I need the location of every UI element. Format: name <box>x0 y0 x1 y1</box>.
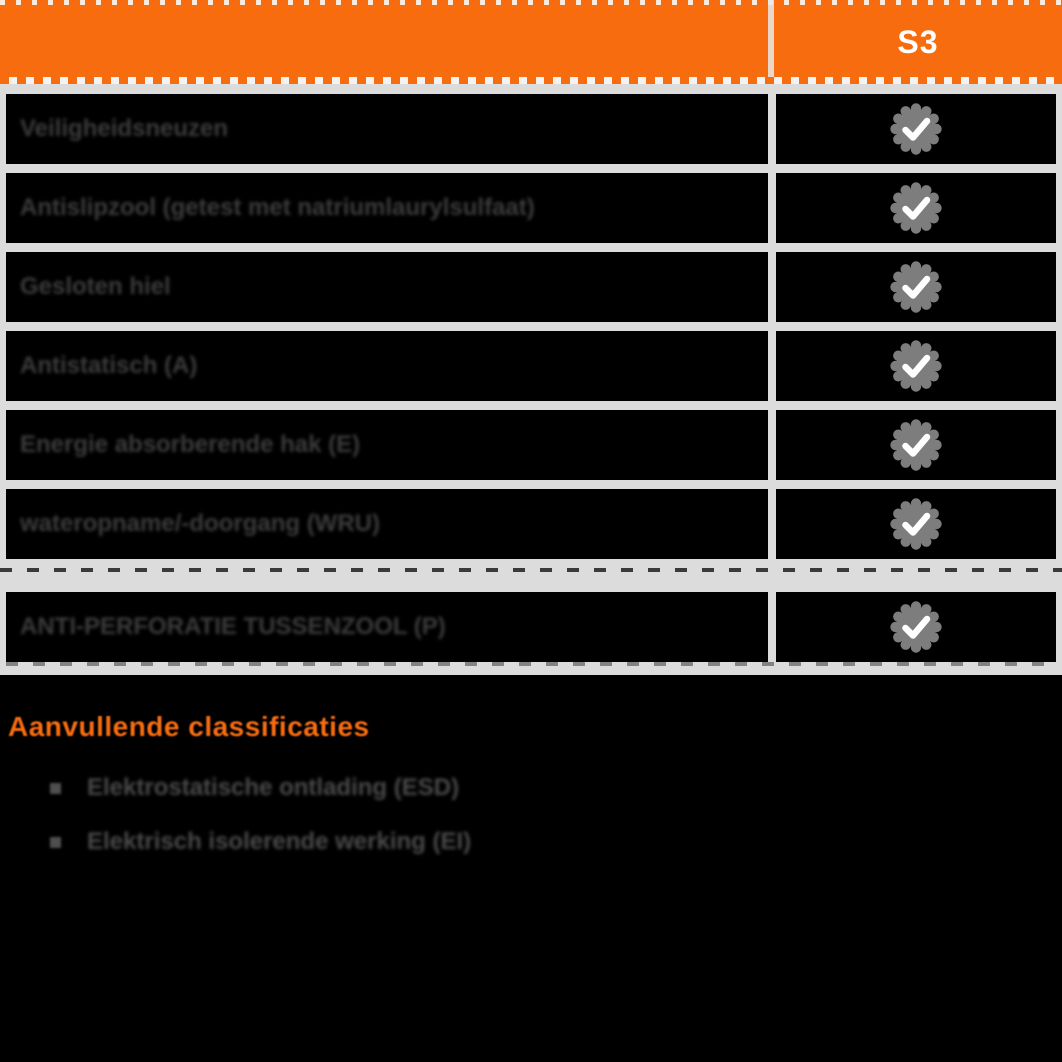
additional-classifications-heading: Aanvullende classificaties <box>8 711 370 742</box>
list-item-label: Elektrostatische ontlading (ESD) <box>87 774 460 801</box>
feature-label: ANTI-PERFORATIE TUSSENZOOL (P) <box>20 613 446 640</box>
feature-label-cell <box>6 252 768 322</box>
check-seal-icon <box>889 418 943 472</box>
table-row <box>6 410 1056 480</box>
s3-check-cell <box>776 252 1056 322</box>
feature-label: Antislipzool (getest met natriumlaurylsulfaat) <box>20 194 535 221</box>
feature-label: Energie absorberende hak (E) <box>20 431 361 458</box>
table-header-row <box>0 0 1062 84</box>
column-gutter <box>768 331 776 401</box>
column-gutter <box>768 252 776 322</box>
check-seal-icon <box>889 181 943 235</box>
feature-label-cell <box>6 410 768 480</box>
additional-classifications-list <box>8 769 1062 861</box>
s3-check-cell <box>776 410 1056 480</box>
check-seal-icon <box>889 102 943 156</box>
check-seal-icon <box>889 260 943 314</box>
check-seal-icon <box>889 600 943 654</box>
feature-label: Antistatisch (A) <box>20 352 198 379</box>
s3-check-cell <box>776 94 1056 164</box>
check-seal-icon <box>889 339 943 393</box>
column-gutter <box>768 94 776 164</box>
feature-label-cell <box>6 592 768 662</box>
table-row <box>6 592 1056 662</box>
bullet-square-icon <box>50 837 61 848</box>
header-feature-cell <box>0 0 768 84</box>
s3-column-title: S3 <box>897 23 939 60</box>
column-gutter <box>768 489 776 559</box>
table-row <box>6 94 1056 164</box>
feature-label: Veiligheidsneuzen <box>20 115 229 142</box>
header-column-divider <box>768 0 774 84</box>
feature-label-cell <box>6 489 768 559</box>
s3-check-cell <box>776 173 1056 243</box>
s3-check-cell <box>776 331 1056 401</box>
feature-label: Gesloten hiel <box>20 273 171 300</box>
column-gutter <box>768 173 776 243</box>
header-perforation-top <box>0 0 1062 5</box>
feature-label-cell <box>6 331 768 401</box>
bullet-square-icon <box>50 783 61 794</box>
table-row <box>6 252 1056 322</box>
classification-table <box>0 84 1062 675</box>
additional-classifications-section <box>0 675 1062 861</box>
feature-label-cell <box>6 94 768 164</box>
s3-check-cell <box>776 592 1056 662</box>
list-item <box>50 769 1062 807</box>
table-row <box>6 489 1056 559</box>
table-row <box>6 173 1056 243</box>
header-perforation-bottom <box>0 77 1062 84</box>
column-gutter <box>768 592 776 662</box>
column-gutter <box>768 410 776 480</box>
dashed-row-separator <box>0 568 1062 583</box>
table-row <box>6 331 1056 401</box>
feature-label-cell <box>6 173 768 243</box>
s3-check-cell <box>776 489 1056 559</box>
check-seal-icon <box>889 497 943 551</box>
list-item <box>50 823 1062 861</box>
header-s3-cell <box>774 0 1062 84</box>
feature-label: wateropname/-doorgang (WRU) <box>20 510 380 537</box>
list-item-label: Elektrisch isolerende werking (EI) <box>87 828 472 855</box>
